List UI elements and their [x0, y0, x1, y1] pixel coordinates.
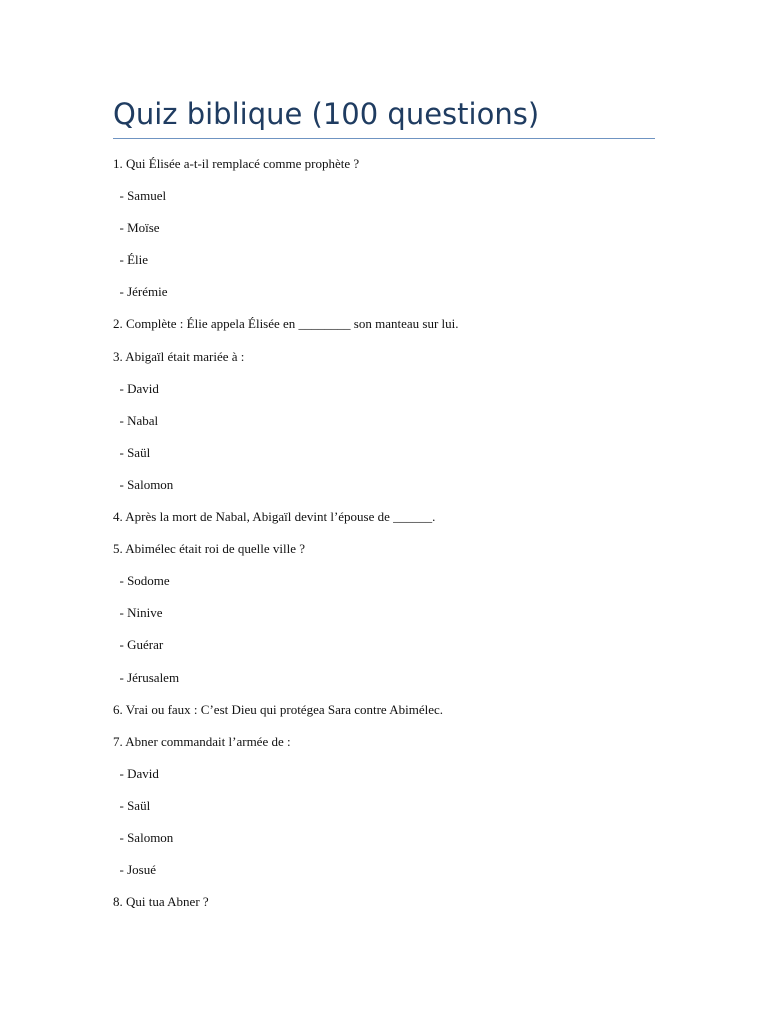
question-7: 7. Abner commandait l’armée de : — [113, 733, 291, 749]
question-6: 6. Vrai ou faux : C’est Dieu qui protégea Sara contre Abimélec. — [113, 701, 444, 717]
answer-option: - Saül — [113, 797, 151, 813]
answer-option: - Guérar — [113, 637, 164, 653]
answer-option: - David — [113, 380, 159, 396]
answer-option: - Jérémie — [113, 284, 168, 300]
answer-option: - Nabal — [113, 412, 159, 428]
document-page — [113, 92, 655, 925]
question-2: 2. Complète : Élie appela Élisée en ________ son manteau sur lui. — [113, 316, 459, 332]
answer-option: - Moïse — [113, 220, 160, 236]
quiz-content — [113, 155, 655, 925]
answer-option: - Samuel — [113, 188, 167, 204]
answer-option: - Ninive — [113, 605, 163, 621]
answer-option: - Saül — [113, 444, 151, 460]
question-4: 4. Après la mort de Nabal, Abigaïl devint l’épouse de ______. — [113, 509, 436, 525]
answer-option: - Jérusalem — [113, 669, 180, 685]
answer-option: - Salomon — [113, 476, 174, 492]
document-title: Quiz biblique (100 questions) — [113, 92, 655, 139]
answer-option: - David — [113, 765, 159, 781]
answer-option: - Josué — [113, 862, 156, 878]
answer-option: - Sodome — [113, 573, 170, 589]
answer-option: - Élie — [113, 252, 149, 268]
question-3: 3. Abigaïl était mariée à : — [113, 348, 245, 364]
question-5: 5. Abimélec était roi de quelle ville ? — [113, 541, 306, 557]
answer-option: - Salomon — [113, 829, 174, 845]
question-1: 1. Qui Élisée a-t-il remplacé comme prophète ? — [113, 156, 360, 171]
question-8: 8. Qui tua Abner ? — [113, 894, 209, 910]
